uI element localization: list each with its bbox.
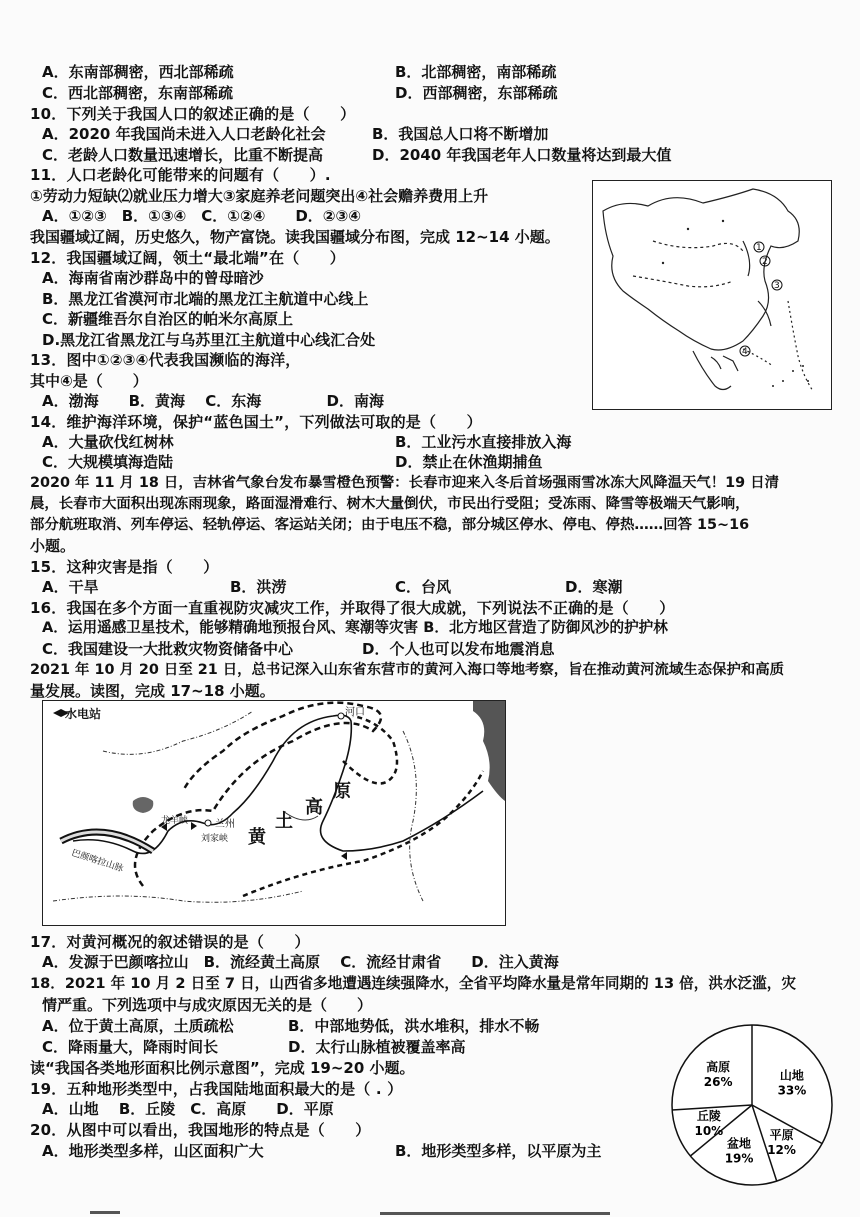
pie-slice-percent: 12%: [767, 1142, 796, 1157]
intro-15-16-line4: 小题。: [30, 537, 76, 555]
svg-text:3: 3: [774, 281, 780, 291]
q17-options: A．发源于巴颜喀拉山 B．流经黄土高原 C．流经甘肃省 D．注入黄海: [42, 953, 559, 971]
liujiaxia-label: 刘家峡: [201, 834, 229, 844]
q16-option-c: C．我国建设一大批救灾物资储备中心: [42, 640, 294, 658]
q15-option-b: B．洪涝: [230, 578, 287, 596]
intro-15-16-line1: 2020 年 11 月 18 日，吉林省气象台发布暴雪橙色预警：长春市迎来入冬后首场强雨雪冰冻大风降温天气！19 日清: [30, 475, 779, 491]
yellow-river-map-drawing: [43, 701, 505, 925]
q13-stem-line1: 13．图中①②③④代表我国濒临的海洋，: [30, 351, 301, 369]
q16-stem: 16．我国在多个方面一直重视防灾减灾工作，并取得了很大成就，下列说法不正确的是（ ）: [30, 599, 675, 617]
scan-artifact: [380, 1212, 610, 1215]
q10-option-c: C．老龄人口数量迅速增长，比重不断提高: [42, 146, 324, 164]
q14-option-a: A．大量砍伐红树林: [42, 433, 174, 451]
q19-options: A．山地 B．丘陵 C．高原 D．平原: [42, 1100, 334, 1118]
bayan-har-label: 巴颜喀拉山脉: [70, 848, 125, 875]
q10-option-a: A．2020 年我国尚未进入人口老龄化社会: [42, 125, 326, 143]
loess-label-gao: 高: [305, 797, 323, 818]
q18-option-b: B．中部地势低，洪水堆积，排水不畅: [288, 1017, 540, 1035]
china-territory-map: [592, 180, 832, 410]
q16-option-d: D．个人也可以发布地震消息: [362, 640, 555, 658]
q13-stem-line2: 其中④是（ ）: [30, 372, 148, 390]
terrain-pie-chart: [652, 1020, 852, 1190]
q14-option-c: C．大规模填海造陆: [42, 453, 174, 471]
svg-text:2: 2: [762, 257, 768, 267]
q15-option-d: D．寒潮: [565, 578, 623, 596]
q15-option-c: C．台风: [395, 578, 452, 596]
pie-slice-label: 盆地: [727, 1136, 752, 1151]
intro-17-18-line1: 2021 年 10 月 20 日至 21 日，总书记深入山东省东营市的黄河入海口等地考察，旨在推动黄河流域生态保护和高质: [30, 662, 785, 678]
intro-15-16-line3: 部分航班取消、列车停运、轻轨停运、客运站关闭；由于电压不稳，部分城区停水、停电、停热……回答 15~16: [30, 517, 750, 533]
loess-label-tu: 土: [275, 811, 293, 832]
q14-stem: 14．维护海洋环境，保护“蓝色国土”，下列做法可取的是（ ）: [30, 413, 482, 431]
pie-slice-percent: 33%: [777, 1083, 807, 1098]
intro-12-14: 我国疆域辽阔，历史悠久，物产富饶。读我国疆域分布图，完成 12~14 小题。: [30, 228, 560, 246]
china-map-drawing: [593, 181, 831, 409]
q13-options: A．渤海 B．黄海 C．东海 D．南海: [42, 392, 384, 410]
loess-label-huang: 黄: [248, 827, 266, 848]
pie-slice-label: 高原: [706, 1060, 731, 1075]
q20-option-b: B．地形类型多样，以平原为主: [395, 1142, 602, 1160]
q11-items: ①劳动力短缺⑵就业压力增大③家庭养老问题突出④社会赡养费用上升: [30, 187, 489, 205]
pie-slice-percent: 26%: [703, 1075, 733, 1090]
legend-hydropower-label: 水电站: [65, 707, 102, 721]
q9-option-a: A．东南部稠密，西北部稀疏: [42, 63, 234, 81]
q15-option-a: A．干旱: [42, 578, 99, 596]
q12-stem: 12．我国疆域辽阔，领土“最北端”在（ ）: [30, 249, 345, 267]
loess-label-yuan: 原: [333, 781, 351, 802]
pie-slice-percent: 10%: [694, 1124, 724, 1139]
longyangxia-label: 龙羊峡: [161, 816, 189, 826]
q9-option-b: B．北部稠密，南部稀疏: [395, 63, 557, 81]
q16-option-a-b: A．运用遥感卫星技术，能够精确地预报台风、寒潮等灾害 B．北方地区营造了防御风沙的护护林: [42, 619, 668, 636]
q18-stem-line1: 18．2021 年 10 月 2 日至 7 日，山西省多地遭遇连续强降水，全省平均降水量是常年同期的 13 倍，洪水泛滥，灾: [30, 975, 796, 992]
intro-19-20: 读“我国各类地形面积比例示意图”，完成 19~20 小题。: [30, 1059, 415, 1077]
hekou-label: 河口: [345, 707, 365, 718]
q11-options: A．①②③ B．①③④ C．①②④ D．②③④: [42, 207, 361, 225]
q15-stem: 15．这种灾害是指（ ）: [30, 558, 219, 576]
q9-option-d: D．西部稠密，东部稀疏: [395, 84, 558, 102]
q20-option-a: A．地形类型多样，山区面积广大: [42, 1142, 264, 1160]
q9-option-c: C．西北部稠密，东南部稀疏: [42, 84, 234, 102]
q12-option-c: C．新疆维吾尔自治区的帕米尔高原上: [42, 310, 294, 328]
q12-option-b: B．黑龙江省漠河市北端的黑龙江主航道中心线上: [42, 290, 369, 308]
lanzhou-label: 兰州: [215, 819, 235, 830]
q18-option-c: C．降雨量大，降雨时间长: [42, 1038, 219, 1056]
q12-option-a: A．海南省南沙群岛中的曾母暗沙: [42, 269, 264, 287]
svg-text:4: 4: [742, 347, 748, 357]
q10-stem: 10．下列关于我国人口的叙述正确的是（ ）: [30, 105, 356, 123]
q11-stem: 11．人口老龄化可能带来的问题有（ ）.: [30, 166, 331, 184]
q18-stem-line2: 情严重。下列选项中与成灾原因无关的是（ ）: [42, 996, 373, 1014]
pie-slice-label: 平原: [769, 1127, 794, 1142]
yellow-river-map: [42, 700, 506, 926]
scan-artifact: [90, 1211, 120, 1214]
q12-option-d: D.黑龙江省黑龙江与乌苏里江主航道中心线汇合处: [42, 331, 376, 349]
q14-option-d: D．禁止在休渔期捕鱼: [395, 453, 543, 471]
svg-text:1: 1: [756, 243, 762, 253]
intro-17-18-line2: 量发展。读图，完成 17~18 小题。: [30, 682, 275, 700]
q17-stem: 17．对黄河概况的叙述错误的是（ ）: [30, 933, 310, 951]
q10-option-b: B．我国总人口将不断增加: [372, 125, 549, 143]
q18-option-d: D．太行山脉植被覆盖率高: [288, 1038, 466, 1056]
q14-option-b: B．工业污水直接排放入海: [395, 433, 572, 451]
pie-slice-label: 山地: [779, 1068, 804, 1083]
q10-option-d: D．2040 年我国老年人口数量将达到最大值: [372, 146, 672, 164]
intro-15-16-line2: 晨，长春市大面积出现冻雨现象，路面湿滑难行、树木大量倒伏，市民出行受阻；受冻雨、降雪等极端天气影响，: [30, 496, 750, 512]
pie-slice-percent: 19%: [724, 1151, 754, 1166]
terrain-pie-drawing: [652, 1020, 852, 1190]
q19-stem: 19．五种地形类型中，占我国陆地面积最大的是（ . ）: [30, 1080, 403, 1098]
q20-stem: 20．从图中可以看出，我国地形的特点是（ ）: [30, 1121, 371, 1139]
q18-option-a: A．位于黄土高原，土质疏松: [42, 1017, 234, 1035]
pie-slice-label: 丘陵: [696, 1109, 721, 1124]
